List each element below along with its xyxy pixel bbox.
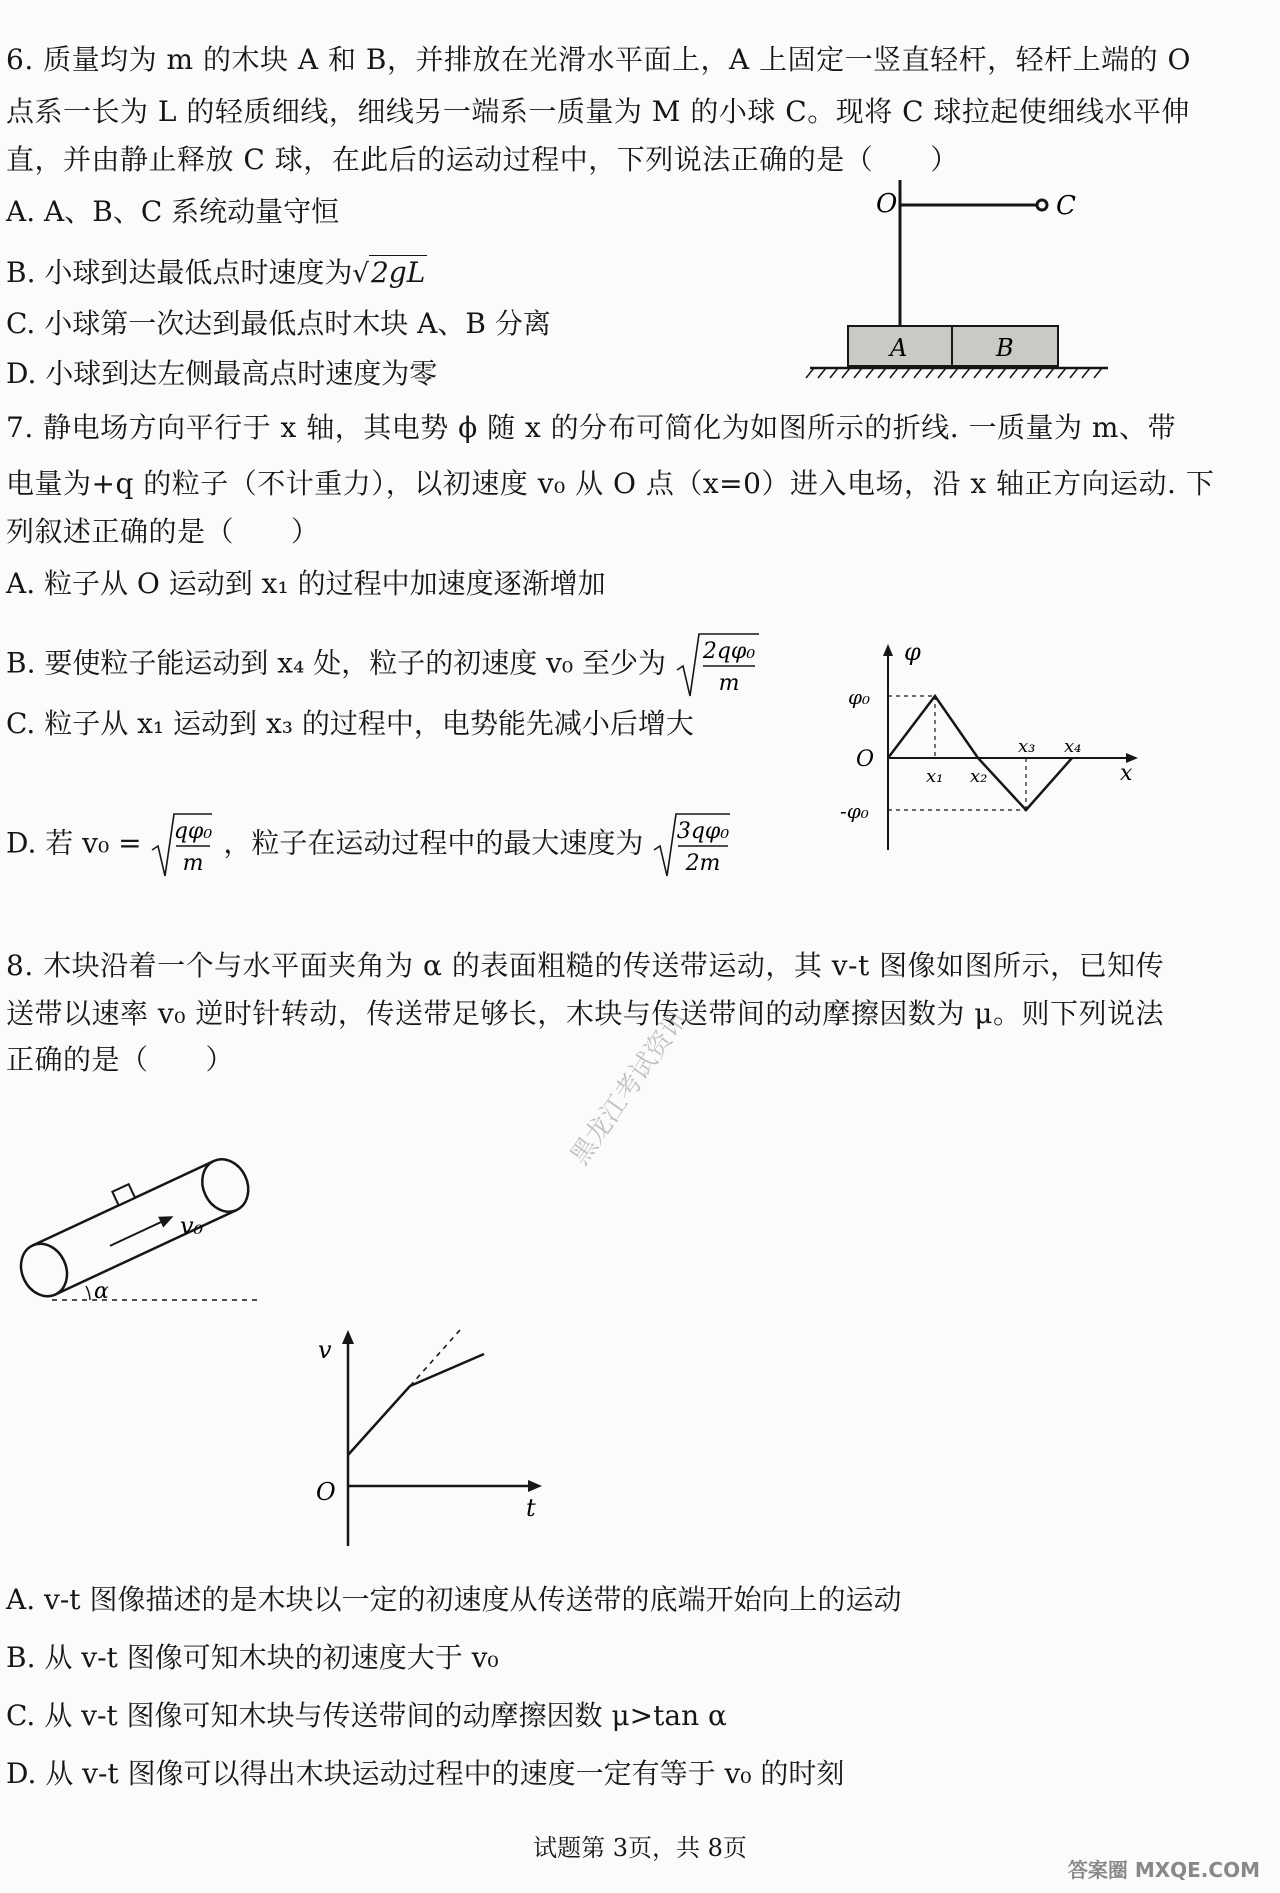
q7-d1-den: m (183, 851, 204, 876)
q6-option-b: B. 小球到达最低点时速度为√2gL (6, 256, 426, 289)
q8-conveyor-figure (4, 1130, 274, 1330)
q6-figure (800, 180, 1120, 380)
q7-option-d (6, 810, 732, 880)
q7-option-d-prefix: D. 若 v₀ = (6, 826, 142, 860)
q7-line-3: 列叙述正确的是（ ） (6, 515, 320, 548)
q7-line-2: 电量为+q 的粒子（不计重力），以初速度 v₀ 从 O 点（x=0）进入电场，沿 x 轴正方向运动. 下 (6, 467, 1215, 500)
q8-option-c: C. 从 v-t 图像可知木块与传送带间的动摩擦因数 μ>tan α (6, 1699, 727, 1732)
q7-line-1: 7. 静电场方向平行于 x 轴，其电势 ϕ 随 x 的分布可简化为如图所示的折线. 一质量为 m、带 (6, 411, 1176, 444)
q6-line-3: 直，并由静止释放 C 球，在此后的运动过程中，下列说法正确的是（ ） (6, 143, 959, 176)
q7-option-d-sqrt-1 (150, 810, 214, 880)
q8-option-a: A. v-t 图像描述的是木块以一定的初速度从传送带的底端开始向上的运动 (6, 1583, 902, 1616)
q6-option-a: A. A、B、C 系统动量守恒 (6, 195, 340, 228)
q7-label-neg-phi0: -φ₀ (840, 799, 869, 823)
q6-option-b-expr: 2gL (370, 256, 426, 289)
q6-label-c: C (1056, 191, 1076, 221)
q8-line-2: 送带以速率 v₀ 逆时针转动，传送带足够长，木块与传送带间的动摩擦因数为 μ。则下列说法 (6, 997, 1164, 1030)
q7-label-o: O (856, 747, 875, 772)
q7-option-b-text: B. 要使粒子能运动到 x₄ 处，粒子的初速度 v₀ 至少为 (6, 646, 667, 680)
vt-line (348, 1354, 484, 1455)
q8-line-1: 8. 木块沿着一个与水平面夹角为 α 的表面粗糙的传送带运动，其 v-t 图像如图所示，已知传 (6, 949, 1165, 982)
q7-b-num: 2qφ₀ (702, 639, 756, 664)
ground-hatch (806, 368, 1102, 378)
q7-option-b (6, 630, 761, 700)
q7-label-phi0: φ₀ (848, 685, 871, 709)
wooden-block (112, 1184, 135, 1205)
q8-option-d: D. 从 v-t 图像可以得出木块运动过程中的速度一定有等于 v₀ 的时刻 (6, 1757, 845, 1790)
q6-label-a: A (890, 334, 908, 362)
potential-line (888, 696, 1072, 810)
q6-label-b: B (996, 334, 1014, 362)
q8-label-v: v (318, 1336, 332, 1364)
q7-label-x3: x₃ (1018, 736, 1036, 757)
q7-label-x: x (1120, 761, 1133, 786)
q7-label-x1: x₁ (926, 766, 944, 787)
q8-label-t: t (526, 1494, 536, 1522)
ball-c-icon (1037, 200, 1047, 210)
q6-label-o: O (876, 189, 898, 219)
q7-option-d-mid: ，粒子在运动过程中的最大速度为 (223, 826, 644, 860)
q7-d1-num: qφ₀ (174, 819, 213, 844)
q8-label-alpha: α (94, 1279, 109, 1304)
q6-option-d: D. 小球到达左侧最高点时速度为零 (6, 357, 438, 390)
q7-option-d-sqrt-2 (652, 810, 732, 880)
page-footer: 试题第 3页，共 8页 (533, 1834, 747, 1862)
q8-option-b: B. 从 v-t 图像可知木块的初速度大于 v₀ (6, 1641, 499, 1674)
q7-label-x4: x₄ (1064, 736, 1082, 757)
q7-d2-num: 3qφ₀ (677, 819, 730, 844)
q7-label-phi: φ (904, 640, 921, 666)
q6-option-b-text: B. 小球到达最低点时速度为 (6, 256, 353, 289)
q7-potential-graph (840, 640, 1140, 860)
q6-line-2: 点系一长为 L 的轻质细线，细线另一端系一质量为 M 的小球 C。现将 C 球拉起使细线水平伸 (6, 95, 1190, 128)
q6-line-1: 6. 质量均为 m 的木块 A 和 B，并排放在光滑水平面上，A 上固定一竖直轻杆，轻杆上端的 O (6, 43, 1191, 76)
q7-option-a: A. 粒子从 O 运动到 x₁ 的过程中加速度逐渐增加 (6, 567, 606, 600)
q7-label-x2: x₂ (970, 766, 988, 787)
q7-b-den: m (718, 671, 740, 696)
q8-label-v0: v₀ (180, 1212, 204, 1240)
q8-label-o: O (316, 1478, 336, 1506)
q7-d2-den: 2m (685, 851, 721, 876)
q7-option-c: C. 粒子从 x₁ 运动到 x₃ 的过程中，电势能先减小后增大 (6, 707, 694, 740)
q6-option-c: C. 小球第一次达到最低点时木块 A、B 分离 (6, 307, 551, 340)
watermark: 黑龙江考试资讯 (564, 1004, 694, 1171)
q8-vt-graph (300, 1310, 560, 1550)
q8-line-3: 正确的是（ ） (6, 1043, 235, 1076)
site-stamp: 答案圈 MXQE.COM (1067, 1858, 1260, 1882)
q7-option-b-sqrt (675, 630, 761, 700)
